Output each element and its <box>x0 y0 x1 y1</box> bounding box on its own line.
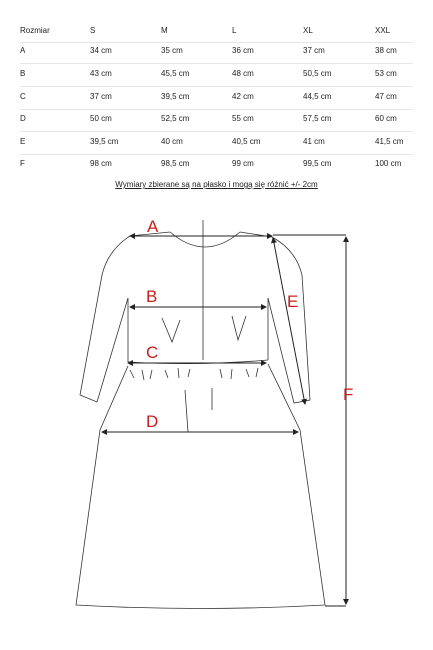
neckline <box>170 232 240 247</box>
table-cell: 40 cm <box>161 137 183 146</box>
row-label: C <box>20 92 26 101</box>
table-cell: 35 cm <box>161 46 183 55</box>
table-cell: 98 cm <box>90 159 112 168</box>
header-cell-xxl: XXL <box>375 26 391 35</box>
table-cell: 57,5 cm <box>303 114 332 123</box>
bust-darts <box>162 316 246 342</box>
table-cell: 52,5 cm <box>161 114 190 123</box>
table-cell: 99,5 cm <box>303 159 332 168</box>
table-cell: 44,5 cm <box>303 92 332 101</box>
table-cell: 39,5 cm <box>90 137 119 146</box>
label-e: E <box>287 292 299 311</box>
dress-measurement-diagram <box>0 200 433 640</box>
label-a: A <box>147 217 159 236</box>
header-cell-size: Rozmiar <box>20 26 50 35</box>
dress-outline <box>76 220 325 609</box>
table-cell: 48 cm <box>232 69 254 78</box>
left-sleeve <box>80 236 130 402</box>
table-cell: 55 cm <box>232 114 254 123</box>
label-f: F <box>343 385 354 404</box>
table-cell: 60 cm <box>375 114 397 123</box>
label-b: B <box>146 287 158 306</box>
table-cell: 36 cm <box>232 46 254 55</box>
table-row <box>0 131 433 153</box>
table-cell: 53 cm <box>375 69 397 78</box>
gathers <box>130 368 258 380</box>
table-cell: 50 cm <box>90 114 112 123</box>
header-cell-s: S <box>90 26 96 35</box>
row-label: D <box>20 114 26 123</box>
table-cell: 50,5 cm <box>303 69 332 78</box>
table-cell: 40,5 cm <box>232 137 261 146</box>
table-cell: 45,5 cm <box>161 69 190 78</box>
header-cell-l: L <box>232 26 237 35</box>
table-cell: 41 cm <box>303 137 325 146</box>
table-cell: 100 cm <box>375 159 402 168</box>
measure-arrow-e <box>273 238 305 404</box>
table-row <box>0 108 433 130</box>
table-cell: 98,5 cm <box>161 159 190 168</box>
skirt-seams <box>185 388 212 432</box>
row-label: E <box>20 137 26 146</box>
table-cell: 37 cm <box>303 46 325 55</box>
row-label: A <box>20 46 26 55</box>
label-d: D <box>146 412 159 431</box>
measurement-note: Wymiary zbierane są na płasko i mogą się różnić +/- 2cm <box>115 180 318 189</box>
row-label: B <box>20 69 26 78</box>
table-cell: 43 cm <box>90 69 112 78</box>
skirt <box>76 364 325 609</box>
header-cell-xl: XL <box>303 26 313 35</box>
table-cell: 34 cm <box>90 46 112 55</box>
table-cell: 99 cm <box>232 159 254 168</box>
table-cell: 41,5 cm <box>375 137 404 146</box>
table-header-row <box>0 20 433 42</box>
table-row <box>0 63 433 85</box>
table-cell: 37 cm <box>90 92 112 101</box>
table-cell: 38 cm <box>375 46 397 55</box>
table-row <box>0 40 433 62</box>
table-cell: 39,5 cm <box>161 92 190 101</box>
table-row <box>0 153 433 175</box>
table-row <box>0 86 433 108</box>
header-cell-m: M <box>161 26 168 35</box>
table-cell: 47 cm <box>375 92 397 101</box>
row-label: F <box>20 159 25 168</box>
label-c: C <box>146 343 159 362</box>
table-cell: 42 cm <box>232 92 254 101</box>
